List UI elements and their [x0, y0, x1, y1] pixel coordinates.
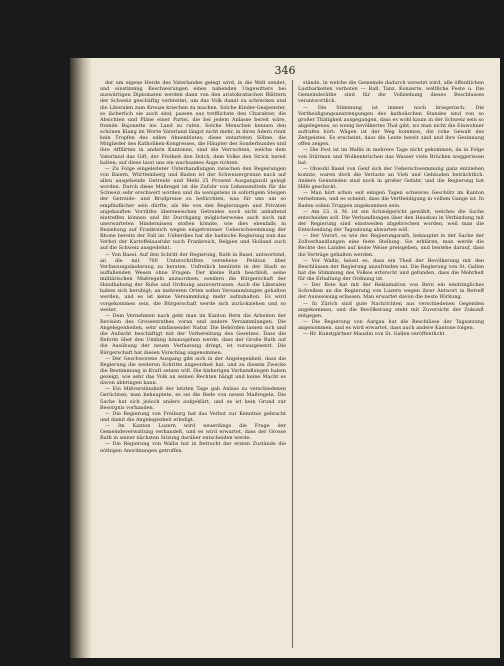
- article-paragraph: — Im Kanton Luzern wird neuerdings die Frage der Gemeindeverwaltung verhandelt, und es wird erwartet, dass der Grosse Rath in seiner nächsten Sitzung darüber entscheiden werde.: [100, 423, 286, 442]
- article-paragraph: — Von Basel. Auf den Schritt der Regierung, Rath in Basel, antwortend, an die mit 700 Unterschriften versehene Petition über Verfassungsänderung zu beraten. Unfreilich benützte in der Stadt so auffallenden Wesen ohne Fragen: Der kleine Rath beschloß, seine militärischen Maßregeln anzuordnen, sondern die Bürgerschaft der Handhabung der Ruhe und Ordnung anzuvertrauen. Auch die Liberalen haben sich beruhigt; an mehreren Orten sollen Versammlungen gehalten werden, und es ist keine Versammlung mehr aufzuhalten. Es wird vorgekommen sein, die Bürgerschaft werde sich zurückziehen und so weiter.: [100, 251, 286, 313]
- right-column: [298, 80, 484, 652]
- article-paragraph: — Die Stimmung ist immer noch kriegerisch. Die Vertheidigungsanstrengungen des katholischen Standes sind von so großer Thätigkeit ausgegangen, dass es wohl kaum in der Schweiz sein so abgelegenes, so wenig bevölkertes Thal gibt, wo man nicht die Einwohner aufrufen hört: Wägen ist der Weg kommen, die rohe Gewalt des Zeitgeistes. Es erscheint, dass die Leute bereit sind und ihre Gesinnung offen zeigen.: [298, 104, 484, 148]
- article-paragraph: — Ein Mißverständniß der letzten Tage gab Anlass zu verschiedenen Gerüchten; man behauptete, es sei die Rede von neuen Maßregeln. Die Sache hat sich jedoch anders aufgeklärt, und es ist kein Grund zur Besorgnis vorhanden.: [100, 386, 286, 411]
- article-paragraph: — Der Vorort, so wie der Regierungsrath, behauptet in der Sache der Zollverhandlungen eine feste Stellung. Sie erklären, man werde die Rechte des Landes auf keine Weise preisgeben, und bestehe darauf, dass die Verträge gehalten werden.: [298, 233, 484, 258]
- page-number: 346: [274, 64, 296, 77]
- article-paragraph: — Hr. Kunstgärtner Mauslin von St. Gallen veröffentlicht: [303, 331, 445, 338]
- article-paragraph: — Die Regierung von Aargau hat die Beschlüsse der Tagsatzung angenommen, und es wird erwartet, dass auch andere Kantone folgen.: [298, 318, 484, 331]
- article-paragraph: — Die Post ist im Wallis in mehrere Tage nicht gekommen, da in Folge von Stürmen und Wolkenbrüchen das Wasser viele Brücken weggerissen hat.: [298, 147, 484, 166]
- article-paragraph: — Der Geschworene Ausgang gibt sich in der Angelegenheit, dass die Regierung die weiteren Schritte angeordnet hat, und zu diesem Zwecke die Bestimmung in Kraft setzen will. Die bisherigen Verhandlungen haben gezeigt, wie sehr das Volk an seinen Rechten hängt und keine Macht es davon abbringen kann.: [100, 355, 286, 387]
- column-divider: [292, 80, 293, 648]
- article-paragraph: — In Zürich sind gute Nachrichten aus verschiedenen Gegenden angekommen, und die Bevölkerung steht mit Zuversicht der Zukunft entgegen.: [298, 300, 484, 319]
- article-paragraph: — Man hört schon seit einigen Tagen schweres Geschütz im Kanton vernehmen, und es scheint, dass die Vertheidigung in vollem Gange ist. In Baden sollen Truppen angekommen sein.: [298, 190, 484, 209]
- article-paragraph: der um eigene Herde des Vaterlandes gelegt wird, in die Welt sendet, und einstimmig Beschwerungen eines nahenden Ungewitters bei auswärtigen Diplomaten werden dann von den aristokratischen Blättern der Schweiz geschäftig verbreitet, um das Volk damit zu schrecken und die Liberalen zum Kreuze kriechen zu machen. Solche Kinder-Gespenster, so lächerlich sie auch sind, passen aus trefflichste den Charakter, die Absichten und Pläne einer Partei, die bei jedem Anlasse bereit wäre, fremde Bajonette ins Land zu rufen. Solche Menschen kennen den schönen Klang im Worte Vaterland längst nicht mehr, in ihren Adern rinnt kein Tropfen des edlen Ahnenblutes; diese entarteten Söhne, die Mitglieder des Katholiken-Kongresses, die Häupter des Sonderbundes und ihre Affilirten in andern Kantonen, sind die Verruchten, welche dem Vaterland das Gift, der Freiheit den Dolch, dem Volke den Strick bereit halten; auf diese lasst uns ein wachsames Auge richten.: [100, 80, 286, 166]
- article-paragraph: — Die Regierung von Wallis hat in Betracht der ersten Zustände die nöthigen Anordnungen getroffen.: [100, 441, 286, 454]
- article-paragraph: — Der Bote hat mit der Reklamation von Bern ein eindringliches Schreiben an die Regierung von Luzern wegen ihrer Antwort in Betreff der Ausweisung erlassen. Man erwartet davon die beste Wirkung.: [298, 282, 484, 301]
- left-column: [100, 80, 286, 652]
- scanned-page: [70, 58, 500, 658]
- article-paragraph: — Zu Folge eingeleiteter Unterhandlungen zwischen den Regierungen von Baiern, Württemberg und Baden ist der Schweizergrenze nach auf allen ausgehende Getreide und Mehl 25 Prozent Ausgangszoll gelegt worden. Durch diese Maßregel ist die Zufuhr von Lebensmitteln für die Schweiz sehr erschwert worden und da wenigstens in sofortigem Steigen der Getreide- und Brodpreise zu befürchten, was für uns um so empfindlicher sein dürfte, als die von den Regierungen und Privaten angekauften Vorräthe überseeischen Getreides noch nicht anhaltend eintreffen können und ihr Durchgang möglicherweise auch noch mit unerwarteten Hindernissen stoßen könnte, wie dies ebenfalls in Beziehung auf Frankreich wegen eingetretener Ueberschwemmung der Rhone bereits der Fall ist. Ueberdies hat die badische Regierung nun das Verbot der Kartoffelausfuhr nach Frankreich, Belgien und Holland auch auf die Schweiz ausgedehnt.: [100, 165, 286, 252]
- article-paragraph: — Vor Wallis, heisst es, dass ein Theil der Bevölkerung mit den Beschlüssen der Regierung unzufrieden sei. Die Regierung von St. Gallen hat die Stimmung des Volkes erforscht und gefunden, dass die Mehrheit für die Erhaltung der Ordnung ist.: [298, 257, 484, 282]
- article-paragraph: — Dem Vernehmen nach geht man im Kanton Bern die Arbeiten der Revision des Grossenrathes voran und andere Versammlungen. Die Angelegenheiten, sehr umfassender Natur. Die Behörden lassen sich und die Aufsicht beschäftigt mit der Vorbereitung des Gesetzes. Dass die Reform über den Umfang hinausgehen werde, dass der Große Rath auf die Ausübung der neuen Verfassung dringt, ist vorausgesetzt. Die Bürgerschaft hat diesen Vorschlag angenommen.: [100, 312, 286, 356]
- article-paragraph: — Obwohl Basel von Genf sich der Ueberschwemmung ganz entziehen konnte, waren doch die Verluste an Vieh und Gebäuden beträchtlich. Andere Gemeinden sind noch in großer Gefahr, und die Regierung hat Hilfe geschickt.: [298, 165, 484, 191]
- book-gutter: [70, 58, 92, 658]
- article-paragraph: — Am 23. d. M. ist ein Schiedgericht gewählt, welches die Sache entscheiden soll. Die Verhandlungen über den Hausbau in Verbindung mit der Regierung sind einstweilen abgebrochen worden, weil man die Entscheidung der Tagsatzung abwarten will.: [298, 208, 484, 233]
- article-paragraph: stände, in welche die Gemeinde dadurch versetzt wird, alle öffentlichen Lustbarkeiten verboten — Ball, Tanz, Konzerte, weltliche Feste u. Die Gemeinderäthe sind für die Vollziehung dieses Beschlusses verantwortlich.: [298, 80, 484, 105]
- article-paragraph: — Die Regierung von Freiburg hat das Verbot zur Kenntnis gebracht und damit die Angelegenheit erledigt.: [100, 410, 286, 423]
